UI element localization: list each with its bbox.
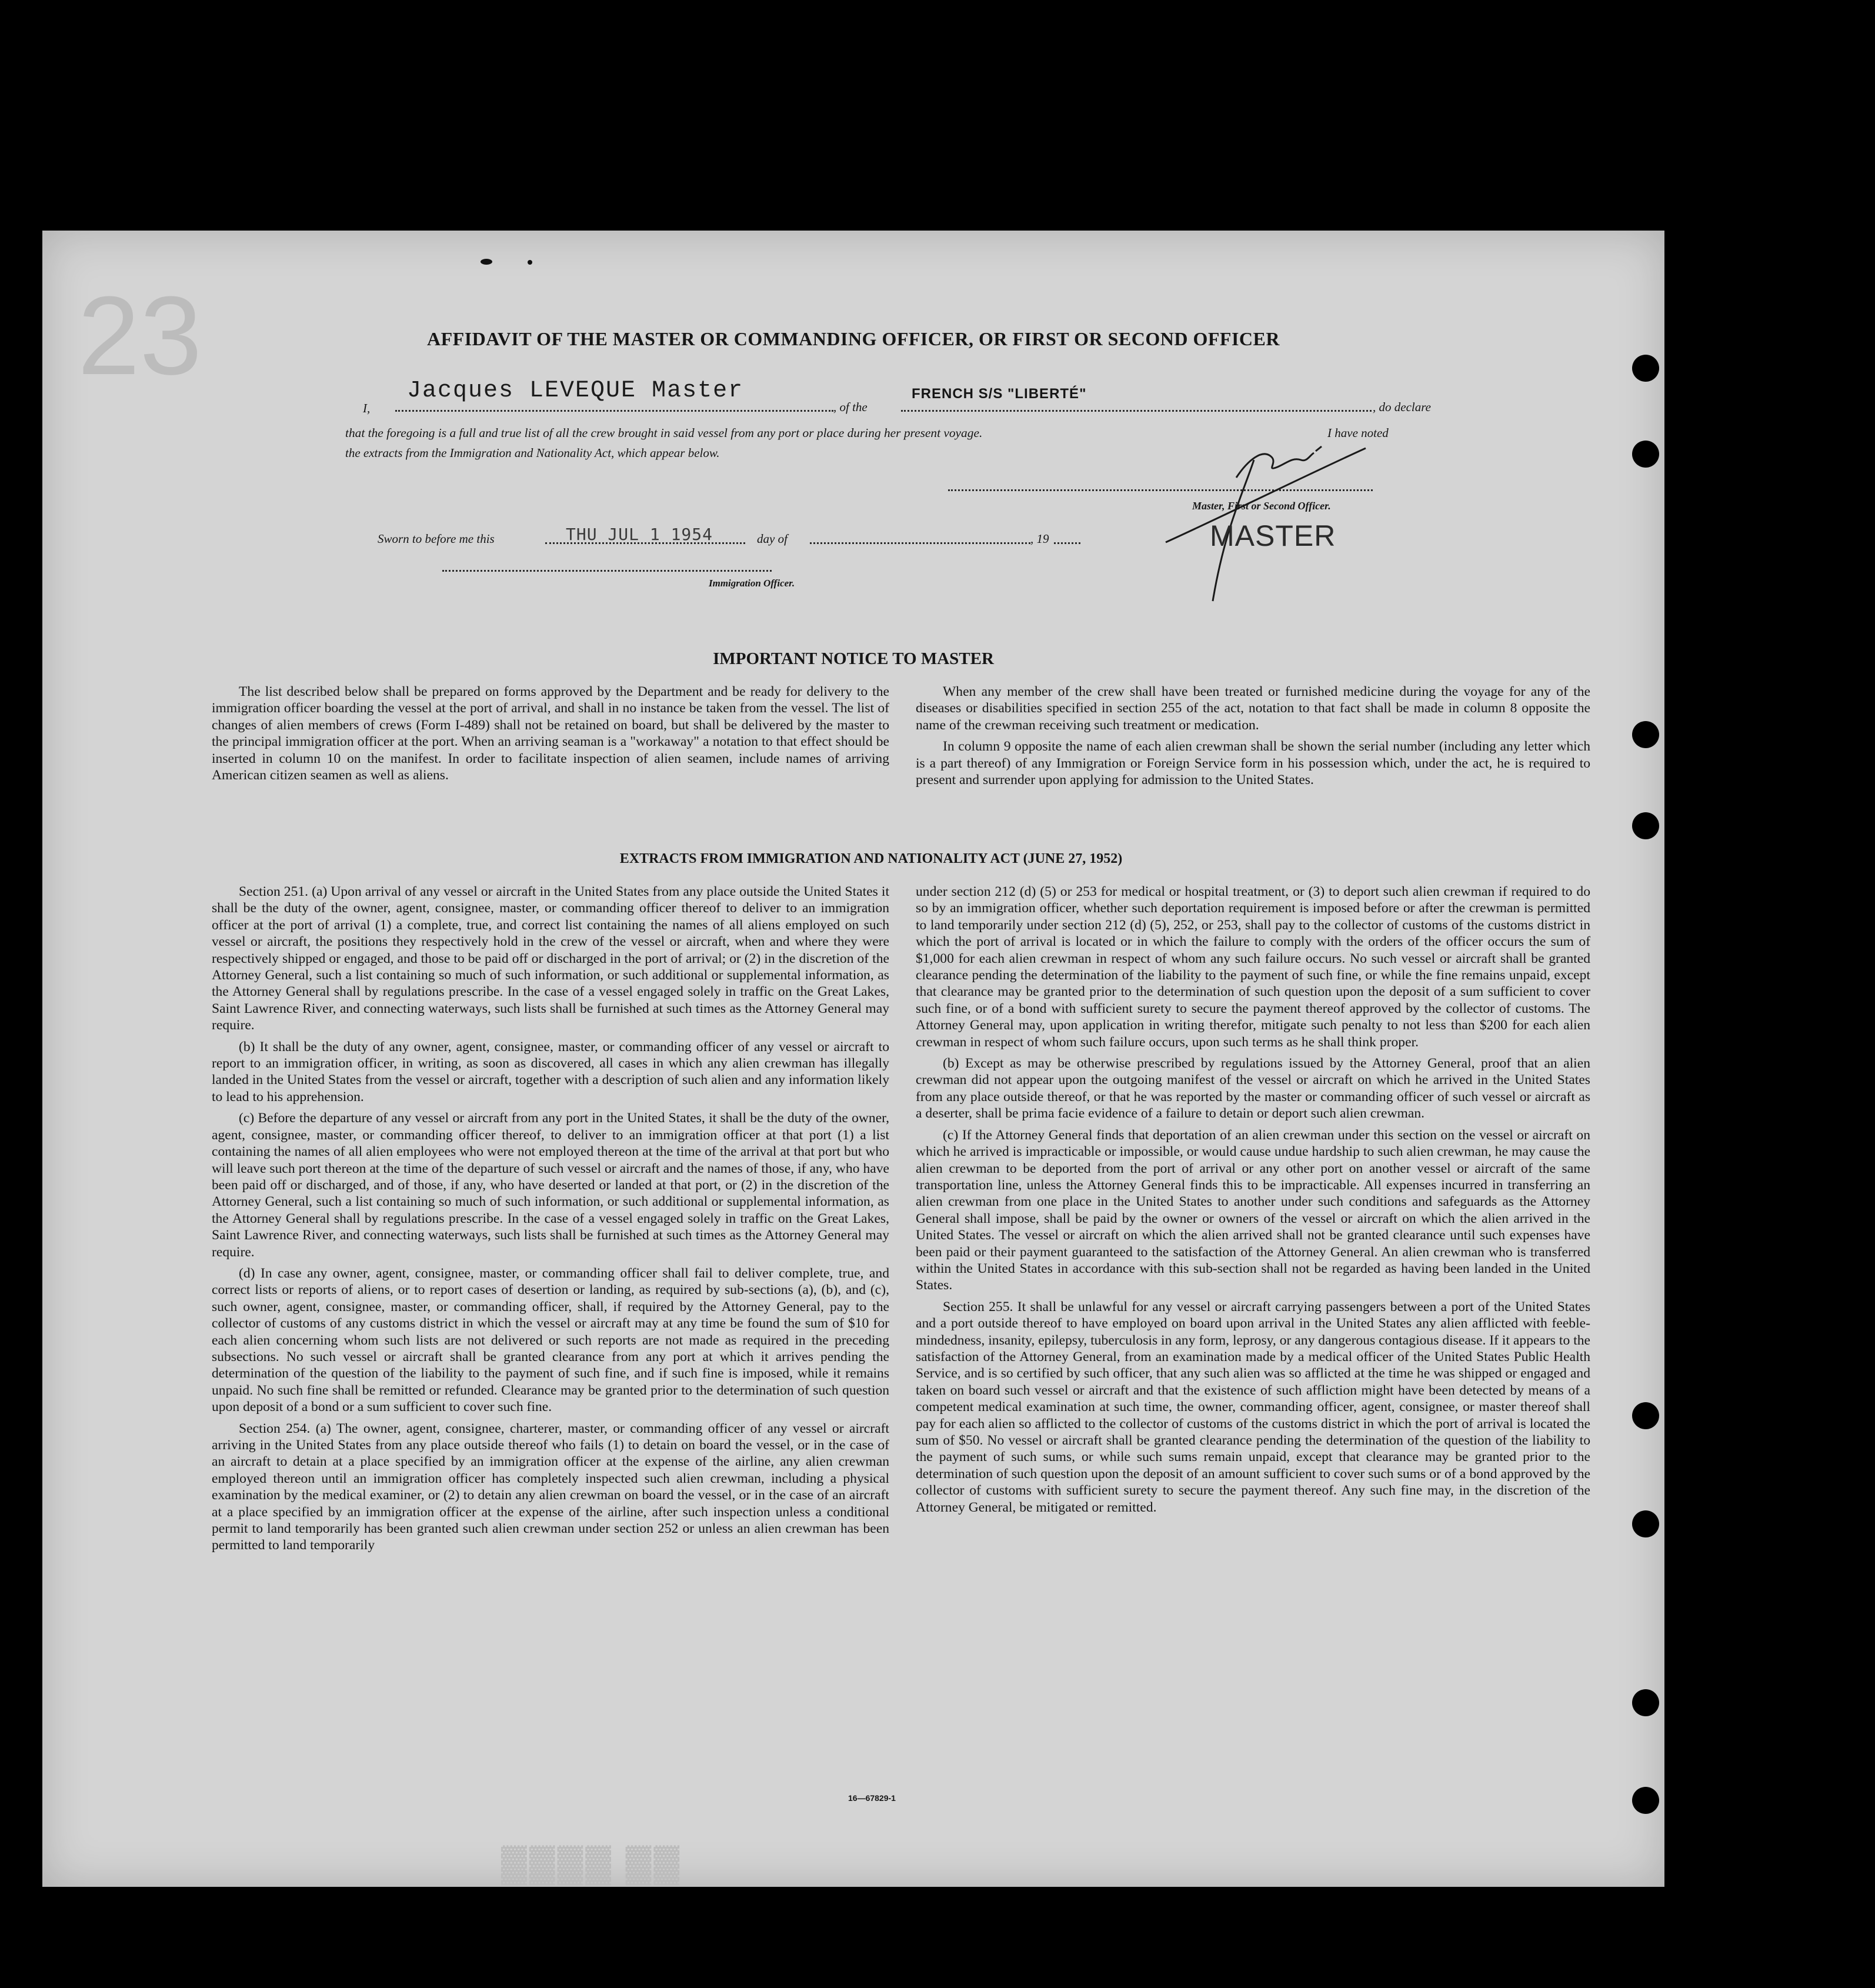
notice-left-paragraph: The list described below shall be prepared on forms approved by the Department and be ready for delivery to the immigration officer boarding the vessel at the port of arrival, and shall in no instance be taken from the vessel. The list of changes of alien members of crews (Form I-489) shall not be retained on board, but shall be delivered by the master to the principal immigration officer at the port. When an arriving seaman is a "workaway" a notation to that effect should be inserted in column 10 on the manifest. In order to facilitate inspection of alien seamen, include names of arriving American citizen seamen as well as aliens.: [212, 684, 889, 783]
section-254-c: (c) If the Attorney General finds that deportation of an alien crewman under this section on the vessel or aircraft on which he arrived is impracticable or impossible, or would cause undue hardship to such alien crewman, he may cause the alien crewman to be deported from the port of arrival or any other port on another vessel or aircraft of the same transportation line, unless the Attorney General finds this to be impracticable. All expenses incurred in transferring an alien crewman from one place in the United States to another under such conditions and safeguards as the Attorney General shall impose, shall be paid by the owner or owners of the vessel or aircraft on which the alien arrived in the United States. The vessel or aircraft on which the alien arrived shall not be granted clearance until such expenses have been paid or their payment guaranteed to the satisfaction of the Attorney General. An alien crewman who is transferred within the United States in accordance with this sub-section shall not be regarded as having been landed in the United States.: [916, 1127, 1590, 1293]
noted-label: I have noted: [1327, 426, 1389, 440]
punch-hole: [1632, 1787, 1659, 1814]
punch-hole: [1632, 1689, 1659, 1716]
section-251-b: (b) It shall be the duty of any owner, agent, consignee, master, or commanding officer of any vessel or aircraft to report to an immigration officer, in writing, as soon as discovered, all cases in which any alien crewman has illegally landed in the United States from the vessel or aircraft, together with a description of such alien and any information likely to lead to his apprehension.: [212, 1039, 889, 1105]
section-254-b: (b) Except as may be otherwise prescribed by regulations issued by the Attorney General, proof that an alien crewman did not appear upon the outgoing manifest of the vessel or aircraft on which he arrived in the United States from any place outside thereof, or that he was reported by the master or commanding officer of such vessel or aircraft as a deserter, shall be prima facie evidence of a failure to detain or deport such alien crewman.: [916, 1056, 1590, 1122]
year-line: [1054, 542, 1080, 544]
section-254-a: Section 254. (a) The owner, agent, consignee, charterer, master, or commanding officer of any vessel or aircraft arriving in the United States from any place outside thereof who fails (1) to detain on board the vessel, or in the case of an aircraft to detain at a place specified by an immigration officer at the expense of the airline, any alien crewman employed thereon until an immigration officer has completely inspected such alien crewman, including a physical examination by the medical examiner, or (2) to detain any alien crewman on board the vessel, or in the case of an aircraft at a place specified by an immigration officer at the expense of the airline, after such inspection unless a conditional permit to land temporarily has been granted such alien crewman under section 252 or unless an alien crewman has been permitted to land temporarily: [212, 1420, 889, 1553]
year-prefix: , 19: [1030, 532, 1049, 546]
day-of-label: day of: [757, 532, 788, 546]
extracts-right-column: [916, 883, 1590, 1520]
punch-hole: [1632, 1402, 1659, 1429]
affidavit-page: [42, 231, 1664, 1887]
section-251-c: (c) Before the departure of any vessel or aircraft from any port in the United States, it shall be the duty of the owner, agent, consignee, master, or commanding officer thereof, to deliver to an immigration officer at that port (1) a list containing the names of all alien employees who were not employed thereon at the time of the arrival at that port but who will leave such port thereon at the time of the departure of such vessel or aircraft and the names of those, if any, who have been paid off or discharged, and of those, if any, who have deserted or landed at that port, or (2) in the discretion of the Attorney General, such a list containing so much of such information, or such additional or supplemental information, as the Attorney General shall by regulations prescribe. In the case of a vessel engaged solely in traffic on the Great Lakes, Saint Lawrence River, and connecting waterways, such lists shall be furnished at such times as the Attorney General may require.: [212, 1110, 889, 1260]
notice-right-column: [916, 683, 1590, 793]
bleed-through-numeral: 23: [78, 273, 202, 398]
immigration-officer-line: [442, 570, 772, 572]
punch-hole: [1632, 355, 1659, 382]
form-number: 16—67829-1: [848, 1793, 896, 1803]
immigration-officer-label: Immigration Officer.: [709, 578, 795, 589]
section-251-a: Section 251. (a) Upon arrival of any vessel or aircraft in the United States from any place outside the United States it shall be the duty of the owner, agent, consignee, master, or commanding officer thereof to deliver to an immigration officer at the port of arrival (1) a complete, true, and correct list containing the names of all aliens employed on such vessel or aircraft, the positions they respectively hold in the crew of the vessel or aircraft, when and where they were respectively shipped or engaged, and those to be paid off or discharged in the port of arrival; or (2) in the discretion of the Attorney General, such a list containing so much of such information, or such additional or supplemental information, as the Attorney General shall by regulations prescribe. In the case of a vessel engaged solely in traffic on the Great Lakes, Saint Lawrence River, and connecting waterways, such lists shall be furnished at such times as the Attorney General may require.: [212, 884, 889, 1033]
do-declare-label: , do declare: [1373, 400, 1431, 414]
section-251-d: (d) In case any owner, agent, consignee, master, or commanding officer shall fail to deliver complete, true, and correct lists or reports of aliens, or to report cases of desertion or landing, as required by sub-sections (a), (b), and (c), such owner, agent, consignee, master, or commanding officer, shall, if required by the Attorney General, pay to the collector of customs of any customs district in which the vessel or aircraft may at any time be found the sum of $10 for each alien concerning whom such lists are not delivered or such reports are not made as required in the preceding subsections. No such vessel or aircraft shall be granted clearance from any port at which it arrives pending the determination of the question of the liability to the payment of such fine, and if such fine is imposed, while it remains unpaid. No such fine shall be remitted or refunded. Clearance may be granted prior to the determination of such question upon deposit of a bond or a sum sufficient to cover such fine.: [212, 1265, 889, 1415]
sworn-label: Sworn to before me this: [378, 532, 495, 546]
i-prefix: I,: [363, 401, 371, 415]
declarant-line: [395, 410, 833, 412]
sworn-date-stamp: THU JUL 1 1954: [566, 525, 713, 544]
officer-signature-label: Master, First or Second Officer.: [1192, 500, 1331, 512]
notice-right-paragraph-1: When any member of the crew shall have been treated or furnished medicine during the voyage for any of the diseases or disabilities specified in section 255 of the act, notation to that fact shall be made in column 8 opposite the name of the crewman receiving such treatment or medication.: [916, 684, 1590, 733]
punch-hole: [1632, 441, 1659, 468]
punch-hole: [1632, 1510, 1659, 1537]
of-the-label: , of the: [833, 400, 868, 414]
punch-hole: [1632, 721, 1659, 748]
month-line: [810, 542, 1030, 544]
bleed-through-ghost-text: ▓▓▓▓ ▓▓: [501, 1843, 682, 1882]
master-stamp: MASTER: [1210, 519, 1336, 552]
punch-hole: [1632, 812, 1659, 839]
vessel-line: [901, 410, 1372, 412]
declarant-name: Jacques LEVEQUE Master: [407, 378, 744, 404]
vessel-name: FRENCH S/S "LIBERTÉ": [912, 386, 1087, 402]
extracts-left-column: [212, 883, 889, 1559]
notice-left-column: [212, 683, 889, 788]
extracts-heading: EXTRACTS FROM IMMIGRATION AND NATIONALITY ACT (JUNE 27, 1952): [619, 851, 1123, 866]
notice-heading: IMPORTANT NOTICE TO MASTER: [713, 649, 994, 668]
section-254-a-continued: under section 212 (d) (5) or 253 for medical or hospital treatment, or (3) to deport such alien crewman if required to do so by an immigration officer, whether such deportation requirement is imposed before or after the crewman is permitted to land temporarily under section 212 (d) (5), 252, or 253, shall pay to the collector of customs of the customs district in which the port of arrival is located or in which the failure to comply with the orders of the officer occurs the sum of $1,000 for each alien crewman in respect of whom any such failure occurs. No such vessel or aircraft shall be granted clearance pending the determination of the liability to the payment of such fine, or while the fine remains unpaid, except that clearance may be granted prior to the determination of such question upon the deposit of a sum sufficient to cover such fine, or of a bond with sufficient surety to secure the payment thereof approved by the collector of customs. The Attorney General may, upon application in writing therefor, mitigate such penalty to not less than $200 for each alien crewman in respect of whom such failure occurs, upon such terms as he shall think proper.: [916, 884, 1590, 1050]
affidavit-title: AFFIDAVIT OF THE MASTER OR COMMANDING OFFICER, OR FIRST OR SECOND OFFICER: [427, 328, 1280, 349]
section-255: Section 255. It shall be unlawful for any vessel or aircraft carrying passengers between a port of the United States and a port outside thereof to have employed on board upon arrival in the United States any alien afflicted with feeble-mindedness, insanity, epilepsy, tuberculosis in any form, leprosy, or any dangerous contagious disease. If it appears to the satisfaction of the Attorney General, from an examination made by a medical officer of the United States Public Health Service, and is so certified by such officer, that any such alien was so afflicted at the time he was shipped or engaged and taken on board such vessel or aircraft and that the existence of such affliction might have been detected by means of a competent medical examination at such time, the owner, commanding officer, agent, consignee, or master thereof shall pay for each alien so afflicted to the collector of customs of the customs district in which the port of arrival is located the sum of $50. No vessel or aircraft shall be granted clearance pending the determination of the question of the liability to the payment of such sums, or while such sums remain unpaid, except that clearance may be granted prior to the determination of such question upon the deposit of an amount sufficient to cover such sums or of a bond approved by the collector of customs with sufficient surety to secure the payment thereof. Any such fine may, in the discretion of the Attorney General, be mitigated or remitted.: [916, 1299, 1590, 1515]
declaration-line-2: the extracts from the Immigration and Nationality Act, which appear below.: [345, 446, 720, 460]
notice-right-paragraph-2: In column 9 opposite the name of each alien crewman shall be shown the serial number (including any letter which is a part thereof) of any Immigration or Foreign Service form in his possession which, under the act, he is required to present and surrender upon applying for admission to the United States.: [916, 739, 1590, 788]
ink-marks: [481, 258, 563, 269]
declaration-line-1: that the foregoing is a full and true list of all the crew brought in said vessel from any port or place during her present voyage.: [345, 426, 983, 440]
